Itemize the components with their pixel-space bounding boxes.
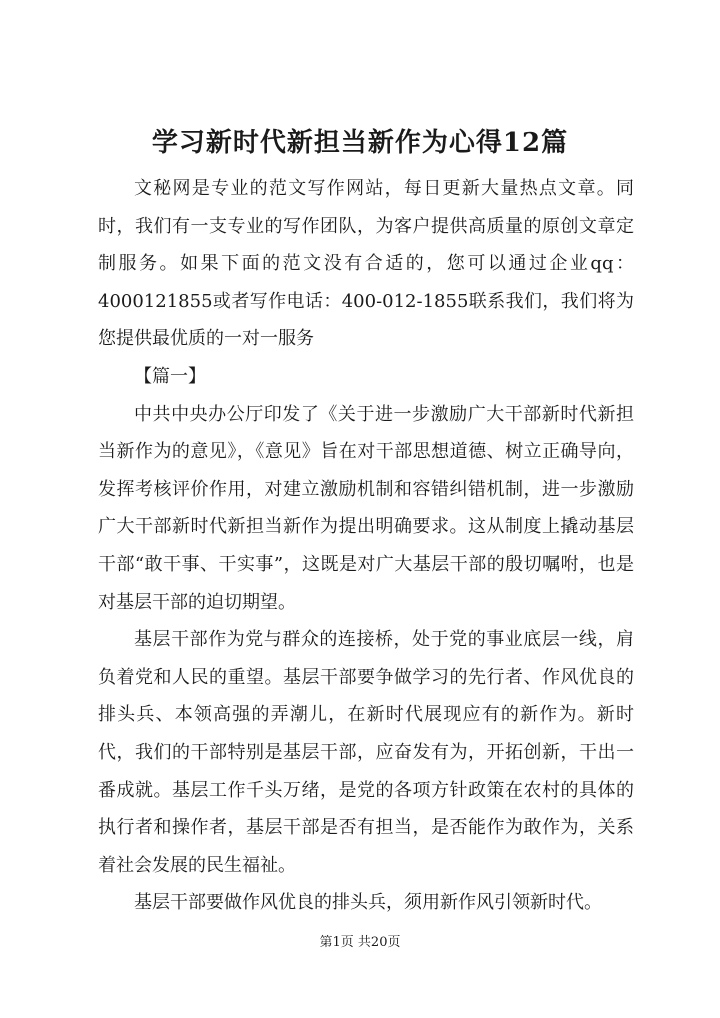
body-paragraph-2: 基层干部作为党与群众的连接桥，处于党的事业底层一线，肩负着党和人民的重望。基层干部要争做学习的先行者、作风优良的排头兵、本领高强的弄潮儿，在新时代展现应有的新作为。新时代，我们的干部特别是基层干部，应奋发有为，开拓创新，干出一番成就。基层工作千头万绪，是党的各项方针政策在农村的具体的执行者和操作者，基层干部是否有担当，是否能作为敢作为，关系着社会发展的民生福祉。 <box>98 629 634 876</box>
intro-paragraph: 文秘网是专业的范文写作网站，每日更新大量热点文章。同时，我们有一支专业的写作团队，为客户提供高质量的原创文章定制服务。如果下面的范文没有合适的，您可以通过企业qq：4000121855或者写作电话：400-012-1855联系我们，我们将为您提供最优质的一对一服务 <box>98 178 634 350</box>
document-title: 学习新时代新担当新作为心得12篇 <box>151 128 569 158</box>
page-footer: 第1页 共20页 <box>319 935 401 950</box>
body-paragraph-1: 中共中央办公厅印发了《关于进一步激励广大干部新时代新担当新作为的意见》，《意见》旨在对干部思想道德、树立正确导向，发挥考核评价作用，对建立激励机制和容错纠错机制，进一步激励广大干部新时代新担当新作为提出明确要求。这从制度上撬动基层干部“敢干事、干实事”，这既是对广大基层干部的殷切嘱咐，也是对基层干部的迫切期望。 <box>98 403 634 613</box>
section-heading: 【篇一】 <box>134 365 206 387</box>
body-paragraph-3: 基层干部要做作风优良的排头兵，须用新作风引领新时代。 <box>134 892 602 914</box>
document-body <box>98 170 634 922</box>
